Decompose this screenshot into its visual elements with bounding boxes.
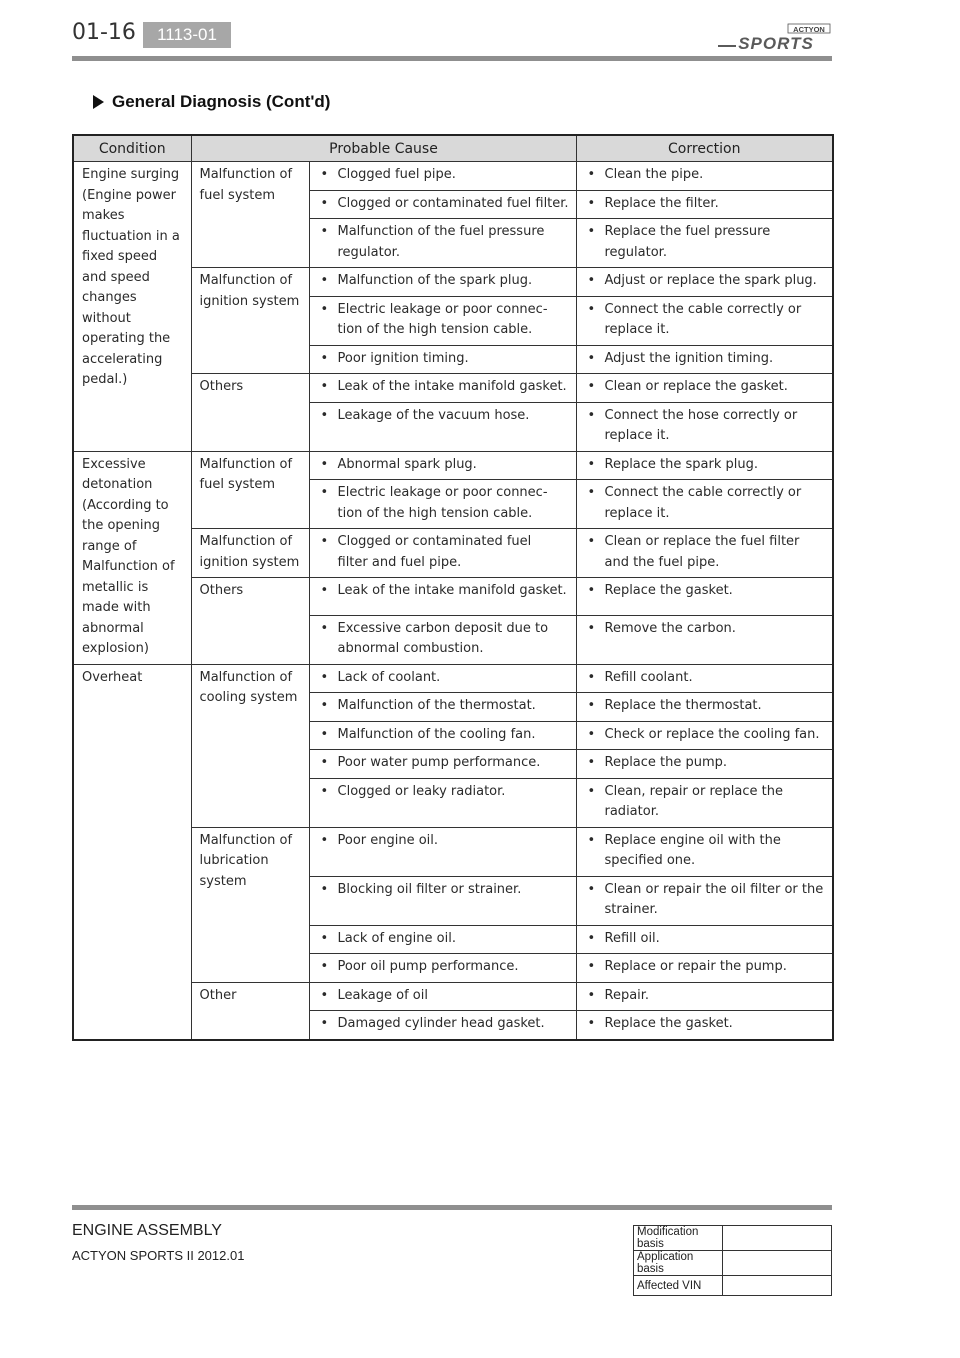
footer-rule [72, 1205, 832, 1210]
affected-vin-label: Affected VIN [634, 1276, 723, 1296]
correction-cell [576, 345, 833, 374]
application-row [634, 1251, 832, 1276]
correction-cell [576, 451, 833, 480]
cause-text: • Poor ignition timing. [318, 349, 570, 370]
correction-cell [576, 664, 833, 693]
table-row [73, 162, 833, 191]
condition-cell: Excessive detonation (According to the opening range of Malfunction of metallic is made with abnormal explosion) [73, 451, 191, 664]
cause-cell [309, 190, 576, 219]
header-correction: Correction [576, 135, 833, 162]
correction-text: • Replace the pump. [585, 753, 827, 774]
cause-cell [309, 778, 576, 827]
table-row [73, 451, 833, 480]
triangle-bullet-icon [93, 95, 104, 109]
header-probable-cause: Probable Cause [191, 135, 576, 162]
cause-cell [309, 954, 576, 983]
modification-basis-label: Modification basis [634, 1226, 723, 1251]
correction-cell [576, 982, 833, 1011]
cause-cell [309, 721, 576, 750]
footer-subtitle: ACTYON SPORTS II 2012.01 [72, 1248, 245, 1263]
cause-cell [309, 345, 576, 374]
section-title-text: General Diagnosis (Cont'd) [112, 92, 331, 111]
cause-text: • Clogged or leaky radiator. [318, 782, 570, 803]
correction-cell [576, 876, 833, 925]
modification-basis-value [723, 1226, 832, 1251]
cause-text: • Damaged cylinder head gasket. [318, 1014, 570, 1035]
affected-vin-value [723, 1276, 832, 1296]
logo-small-text: ACTYON [793, 25, 825, 34]
correction-cell [576, 827, 833, 876]
diagnosis-table [72, 134, 834, 1041]
page-number: 01-16 [72, 20, 136, 45]
cause-cell [309, 1011, 576, 1040]
correction-text: • Repair. [585, 986, 827, 1007]
subsystem-cell: Malfunction of fuel system [191, 451, 309, 529]
correction-text: • Replace engine oil with the specified one. [585, 831, 827, 872]
correction-cell [576, 693, 833, 722]
correction-text: • Adjust the ignition timing. [585, 349, 827, 370]
correction-cell [576, 480, 833, 529]
cause-text: • Poor engine oil. [318, 831, 570, 852]
correction-text: • Refill oil. [585, 929, 827, 950]
cause-text: • Lack of engine oil. [318, 929, 570, 950]
cause-cell [309, 162, 576, 191]
cause-cell [309, 693, 576, 722]
subsystem-cell: Malfunction of fuel system [191, 162, 309, 268]
correction-text: • Replace the gasket. [585, 581, 827, 602]
cause-cell [309, 578, 576, 616]
modification-table [633, 1225, 832, 1296]
correction-cell [576, 529, 833, 578]
section-title [93, 92, 330, 112]
correction-text: • Replace the spark plug. [585, 455, 827, 476]
cause-text: • Clogged or contaminated fuel filter and fuel pipe. [318, 532, 570, 573]
table-row [73, 664, 833, 693]
correction-text: • Clean the pipe. [585, 165, 827, 186]
cause-cell [309, 664, 576, 693]
correction-cell [576, 954, 833, 983]
correction-cell [576, 578, 833, 616]
cause-cell [309, 982, 576, 1011]
correction-text: • Clean or repair the oil filter or the strainer. [585, 880, 827, 921]
cause-cell [309, 925, 576, 954]
correction-cell [576, 190, 833, 219]
header-condition: Condition [73, 135, 191, 162]
correction-cell [576, 162, 833, 191]
correction-text: • Clean, repair or replace the radiator. [585, 782, 827, 823]
cause-text: • Clogged fuel pipe. [318, 165, 570, 186]
cause-text: • Malfunction of the cooling fan. [318, 725, 570, 746]
correction-text: • Connect the cable correctly or replace it. [585, 483, 827, 524]
correction-cell [576, 296, 833, 345]
correction-text: • Clean or replace the fuel filter and the fuel pipe. [585, 532, 827, 573]
cause-text: • Abnormal spark plug. [318, 455, 570, 476]
cause-text: • Poor water pump performance. [318, 753, 570, 774]
application-basis-label: Application basis [634, 1251, 723, 1276]
correction-text: • Check or replace the cooling fan. [585, 725, 827, 746]
cause-cell [309, 402, 576, 451]
correction-text: • Clean or replace the gasket. [585, 377, 827, 398]
subsystem-cell: Other [191, 982, 309, 1040]
correction-cell [576, 374, 833, 403]
correction-text: • Replace or repair the pump. [585, 957, 827, 978]
cause-text: • Malfunction of the fuel pressure regulator. [318, 222, 570, 263]
cause-cell [309, 268, 576, 297]
cause-text: • Blocking oil filter or strainer. [318, 880, 570, 901]
correction-cell [576, 615, 833, 664]
diagnosis-table-body [73, 162, 833, 1040]
subsystem-cell: Malfunction of cooling system [191, 664, 309, 827]
cause-cell [309, 529, 576, 578]
table-header-row [73, 135, 833, 162]
cause-cell [309, 374, 576, 403]
cause-cell [309, 451, 576, 480]
application-basis-value [723, 1251, 832, 1276]
cause-cell [309, 876, 576, 925]
correction-cell [576, 402, 833, 451]
modification-row [634, 1226, 832, 1251]
correction-text: • Connect the hose correctly or replace it. [585, 406, 827, 447]
affected-vin-row [634, 1276, 832, 1296]
cause-cell [309, 615, 576, 664]
correction-text: • Replace the thermostat. [585, 696, 827, 717]
correction-cell [576, 721, 833, 750]
subsystem-cell: Malfunction of ignition system [191, 529, 309, 578]
cause-text: • Lack of coolant. [318, 668, 570, 689]
cause-cell [309, 750, 576, 779]
correction-text: • Remove the carbon. [585, 619, 827, 640]
cause-text: • Excessive carbon deposit due to abnormal combustion. [318, 619, 570, 660]
condition-cell: Engine surging (Engine power makes fluctuation in a fixed speed and speed changes without operating the accelerating pedal.) [73, 162, 191, 452]
cause-cell [309, 219, 576, 268]
correction-text: • Connect the cable correctly or replace it. [585, 300, 827, 341]
correction-cell [576, 750, 833, 779]
subsystem-cell: Malfunction of lubrication system [191, 827, 309, 982]
cause-text: • Electric leakage or poor connec- tion of the high tension cable. [318, 300, 570, 341]
footer-title: ENGINE ASSEMBLY [72, 1222, 222, 1239]
header-rule [72, 56, 832, 61]
cause-text: • Clogged or contaminated fuel filter. [318, 194, 570, 215]
cause-cell [309, 480, 576, 529]
correction-cell [576, 925, 833, 954]
correction-text: • Replace the gasket. [585, 1014, 827, 1035]
correction-cell [576, 1011, 833, 1040]
subsystem-cell: Others [191, 578, 309, 665]
correction-cell [576, 268, 833, 297]
logo-big-text: SPORTS [738, 34, 814, 52]
correction-text: • Adjust or replace the spark plug. [585, 271, 827, 292]
cause-text: • Malfunction of the thermostat. [318, 696, 570, 717]
cause-cell [309, 296, 576, 345]
cause-text: • Leakage of oil [318, 986, 570, 1007]
correction-cell [576, 778, 833, 827]
actyon-sports-logo [716, 22, 832, 52]
cause-text: • Poor oil pump performance. [318, 957, 570, 978]
condition-cell: Overheat [73, 664, 191, 1040]
correction-text: • Refill coolant. [585, 668, 827, 689]
cause-text: • Electric leakage or poor connec- tion of the high tension cable. [318, 483, 570, 524]
cause-text: • Malfunction of the spark plug. [318, 271, 570, 292]
correction-cell [576, 219, 833, 268]
correction-text: • Replace the filter. [585, 194, 827, 215]
section-code-badge: 1113-01 [143, 22, 231, 48]
cause-text: • Leak of the intake manifold gasket. [318, 581, 570, 602]
cause-text: • Leakage of the vacuum hose. [318, 406, 570, 427]
correction-text: • Replace the fuel pressure regulator. [585, 222, 827, 263]
subsystem-cell: Others [191, 374, 309, 452]
cause-cell [309, 827, 576, 876]
cause-text: • Leak of the intake manifold gasket. [318, 377, 570, 398]
subsystem-cell: Malfunction of ignition system [191, 268, 309, 374]
